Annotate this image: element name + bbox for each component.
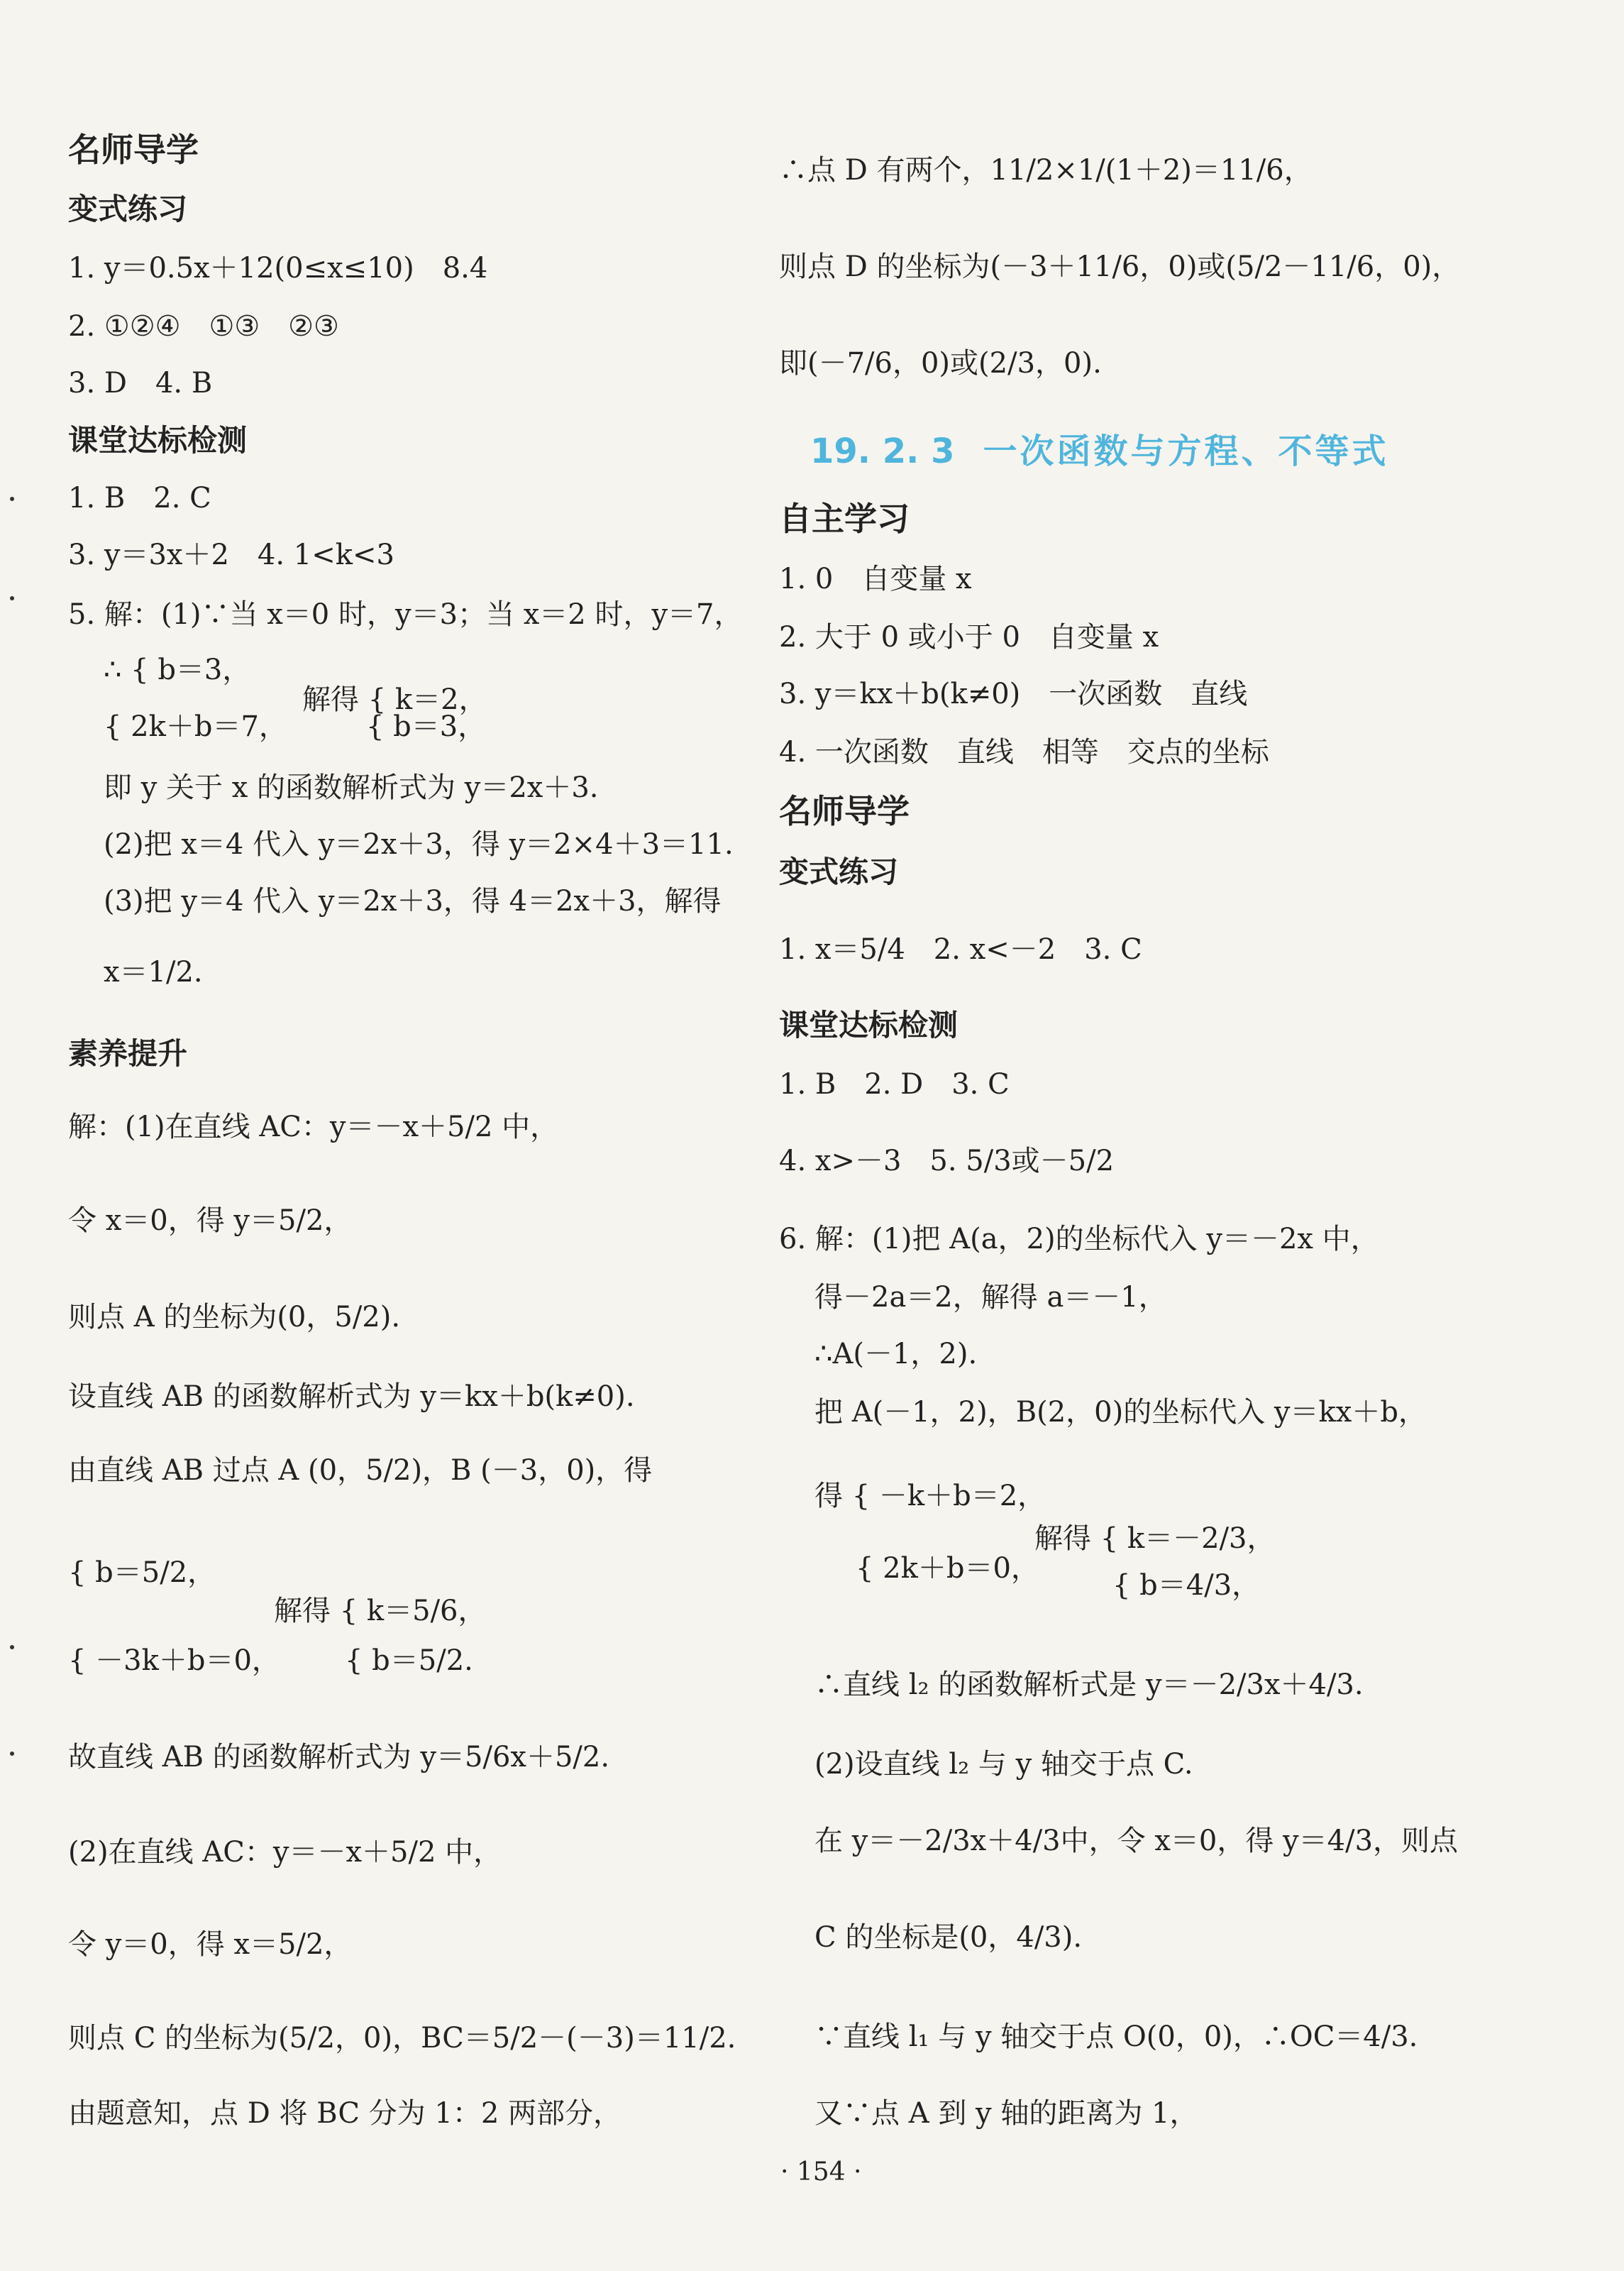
solution-line: ∴A(－1，2). (814, 1338, 978, 1370)
answer-line: 3. y＝kx＋b(k≠0) 一次函数 直线 (779, 678, 1248, 710)
solution-line: 令 y＝0，得 x＝5/2， (68, 1928, 353, 1961)
equation-system: 解得 { k＝2， (302, 683, 487, 716)
margin-mark (10, 596, 14, 600)
heading-bianshi-lianxi: 变式练习 (68, 192, 188, 226)
answer-line: 3. D 4. B (68, 367, 213, 400)
solution-line: 故直线 AB 的函数解析式为 y＝5/6x＋5/2. (68, 1741, 610, 1774)
equation-system: { 2k＋b＝7， (104, 710, 287, 743)
solution-line: 令 x＝0，得 y＝5/2， (68, 1204, 353, 1237)
equation-system: { b＝3， (366, 710, 487, 743)
solution-line: C 的坐标是(0，4/3). (814, 1921, 1083, 1954)
solution-line: 则点 D 的坐标为(－3＋11/6，0)或(5/2－11/6，0)， (779, 251, 1461, 283)
answer-line: 1. y＝0.5x＋12(0≤x≤10) 8.4 (68, 252, 488, 285)
answer-line: 1. B 2. D 3. C (779, 1068, 1010, 1101)
equation-system: { b＝5/2， (68, 1556, 216, 1589)
heading-bianshi-lianxi: 变式练习 (779, 854, 899, 889)
margin-mark (10, 1645, 14, 1649)
heading-ketang-dabiao: 课堂达标检测 (779, 1008, 959, 1043)
solution-line: 得－2a＝2，解得 a＝－1， (814, 1281, 1167, 1314)
answer-line: 2. ①②④ ①③ ②③ (68, 310, 339, 343)
equation-system: { －3k＋b＝0， (68, 1644, 280, 1677)
heading-mingshi-daoxue: 名师导学 (68, 131, 199, 169)
solution-line: (2)设直线 l₂ 与 y 轴交于点 C. (814, 1748, 1193, 1781)
heading-ketang-dabiao: 课堂达标检测 (68, 423, 248, 458)
solution-line: 由直线 AB 过点 A (0，5/2)，B (－3，0)，得 (68, 1454, 653, 1487)
equation-system: 解得 { k＝5/6， (274, 1595, 487, 1627)
page-number: · 154 · (780, 2157, 862, 2187)
answer-line: 2. 大于 0 或小于 0 自变量 x (779, 621, 1159, 654)
answer-line: 4. 一次函数 直线 相等 交点的坐标 (779, 736, 1269, 769)
section-number: 19. 2. 3 (810, 431, 955, 471)
solution-line: 又∵点 A 到 y 轴的距离为 1， (814, 2097, 1198, 2130)
heading-mingshi-daoxue: 名师导学 (779, 792, 910, 830)
answer-line: 1. B 2. C (68, 482, 211, 515)
answer-line: 4. x>－3 5. 5/3或－5/2 (779, 1145, 1115, 1177)
solution-line: 设直线 AB 的函数解析式为 y＝kx＋b(k≠0). (68, 1380, 635, 1413)
solution-line: 由题意知，点 D 将 BC 分为 1：2 两部分， (68, 2097, 622, 2130)
margin-mark (10, 497, 14, 501)
equation-system: 得 { －k＋b＝2， (814, 1480, 1046, 1512)
solution-line: 5. 解：(1)∵当 x＝0 时，y＝3；当 x＝2 时，y＝7， (68, 598, 743, 631)
margin-mark (10, 1752, 14, 1756)
heading-suyang-tisheng: 素养提升 (68, 1036, 188, 1071)
solution-line: 把 A(－1，2)，B(2，0)的坐标代入 y＝kx＋b， (814, 1396, 1427, 1429)
equation-system: ∴ { b＝3， (104, 654, 251, 686)
solution-line: (3)把 y＝4 代入 y＝2x＋3，得 4＝2x＋3，解得 (104, 885, 722, 918)
solution-line: 则点 C 的坐标为(5/2，0)，BC＝5/2－(－3)＝11/2. (68, 2022, 736, 2055)
equation-system: { 2k＋b＝0， (856, 1552, 1039, 1585)
solution-line: x＝1/2. (104, 956, 203, 989)
answer-line: 1. 0 自变量 x (779, 563, 972, 595)
solution-line: 6. 解：(1)把 A(a，2)的坐标代入 y＝－2x 中， (779, 1223, 1379, 1255)
equation-system: { b＝4/3， (1112, 1569, 1261, 1602)
solution-line: (2)在直线 AC：y＝－x＋5/2 中， (68, 1836, 502, 1869)
answer-line: 3. y＝3x＋2 4. 1<k<3 (68, 539, 394, 571)
solution-line: 即(－7/6，0)或(2/3，0). (779, 347, 1102, 380)
heading-zizhu-xuexi: 自主学习 (779, 500, 910, 538)
equation-system: 解得 { k＝－2/3， (1034, 1522, 1276, 1555)
solution-line: 解：(1)在直线 AC：y＝－x＋5/2 中， (68, 1111, 559, 1143)
solution-line: 在 y＝－2/3x＋4/3中，令 x＝0，得 y＝4/3，则点 (814, 1825, 1459, 1857)
solution-line: (2)把 x＝4 代入 y＝2x＋3，得 y＝2×4＋3＝11. (104, 828, 734, 861)
section-title (810, 431, 1389, 471)
solution-line: ∴直线 l₂ 的函数解析式是 y＝－2/3x＋4/3. (814, 1668, 1364, 1701)
solution-line: ∵直线 l₁ 与 y 轴交于点 O(0，0)，∴OC＝4/3. (814, 2020, 1418, 2053)
answer-line: 1. x＝5/4 2. x<－2 3. C (779, 933, 1142, 966)
equation-system: { b＝5/2. (345, 1644, 473, 1677)
solution-line: ∴点 D 有两个，11/2×1/(1＋2)＝11/6， (779, 154, 1313, 187)
solution-line: 则点 A 的坐标为(0，5/2). (68, 1301, 401, 1334)
solution-line: 即 y 关于 x 的函数解析式为 y＝2x＋3. (104, 771, 599, 804)
section-name: 一次函数与方程、不等式 (983, 431, 1389, 471)
